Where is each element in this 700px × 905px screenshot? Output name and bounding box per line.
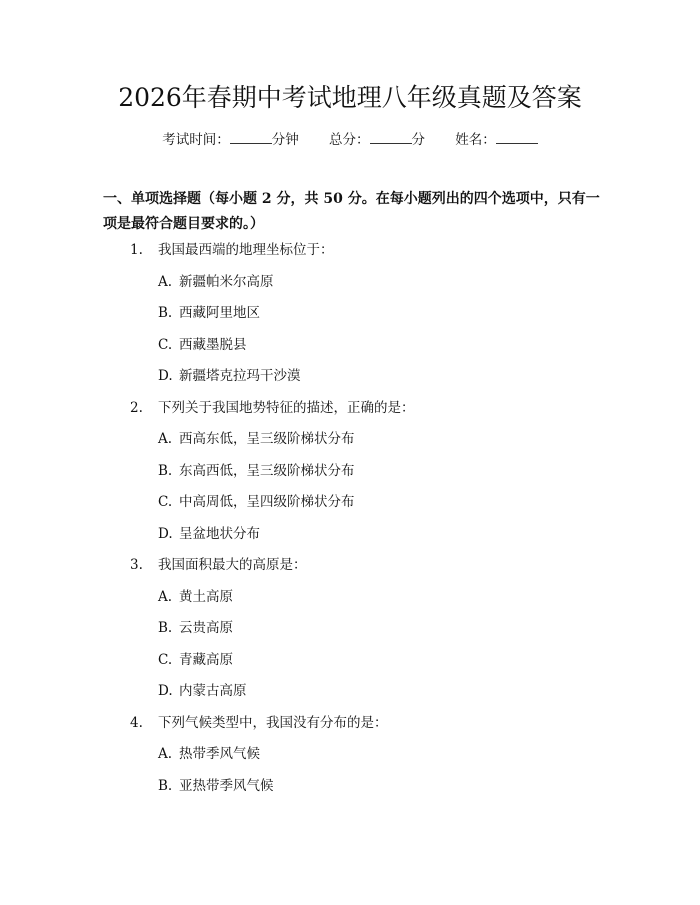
- option-letter: A.: [158, 746, 173, 762]
- question-text: 我国最西端的地理坐标位于：: [158, 242, 334, 258]
- option-letter: D.: [158, 683, 173, 699]
- question-number: 3.: [130, 557, 143, 573]
- option-text: 西藏墨脱县: [179, 336, 247, 353]
- option-letter: B.: [158, 462, 173, 479]
- option-text: 内蒙古高原: [179, 683, 247, 699]
- answer-option: [0, 272, 700, 304]
- option-letter: B.: [158, 777, 173, 794]
- question-item: [0, 713, 700, 745]
- answer-option: [0, 335, 700, 367]
- question-item: [0, 398, 700, 430]
- exam-time-unit: 分钟: [271, 132, 299, 148]
- option-text: 中高周低，呈四级阶梯状分布: [179, 494, 355, 510]
- option-text: 热带季风气候: [179, 746, 260, 762]
- option-text: 新疆帕米尔高原: [179, 273, 274, 290]
- exam-time-label: 考试时间：: [162, 132, 230, 148]
- option-text: 亚热带季风气候: [179, 777, 274, 794]
- answer-option: [0, 461, 700, 493]
- option-text: 青藏高原: [179, 651, 233, 668]
- total-score-label: 总分：: [329, 132, 370, 148]
- option-letter: A.: [158, 431, 173, 447]
- option-text: 西藏阿里地区: [179, 305, 260, 321]
- option-letter: C.: [158, 651, 173, 668]
- option-text: 东高西低，呈三级阶梯状分布: [179, 462, 355, 479]
- total-score-blank[interactable]: [370, 131, 412, 144]
- option-text: 西高东低，呈三级阶梯状分布: [179, 431, 355, 447]
- student-name-label: 姓名：: [455, 132, 496, 148]
- total-score-unit: 分: [411, 132, 425, 148]
- option-letter: D.: [158, 368, 173, 384]
- total-score-field: [329, 128, 425, 152]
- question-text: 下列关于我国地势特征的描述，正确的是：: [158, 399, 415, 416]
- question-text: 下列气候类型中，我国没有分布的是：: [158, 714, 388, 731]
- answer-option: [0, 650, 700, 682]
- answer-option: [0, 776, 700, 808]
- answer-option: [0, 618, 700, 650]
- question-item: [0, 555, 700, 587]
- question-number: 4.: [130, 714, 143, 731]
- exam-time-blank[interactable]: [230, 131, 272, 144]
- question-number: 1.: [130, 242, 143, 258]
- option-letter: A.: [158, 273, 173, 290]
- option-letter: C.: [158, 336, 173, 353]
- page-title: 2026年春期中考试地理八年级真题及答案: [118, 83, 582, 112]
- option-letter: A.: [158, 588, 173, 605]
- question-list: [0, 240, 700, 807]
- option-text: 黄土高原: [179, 588, 233, 605]
- answer-option: [0, 744, 700, 776]
- option-text: 新疆塔克拉玛干沙漠: [179, 368, 301, 384]
- option-letter: B.: [158, 620, 173, 636]
- exam-info-row: [0, 128, 700, 152]
- answer-option: [0, 681, 700, 713]
- question-item: [0, 240, 700, 272]
- option-letter: D.: [158, 525, 173, 542]
- option-text: 呈盆地状分布: [179, 525, 260, 542]
- student-name-blank[interactable]: [496, 131, 538, 144]
- answer-option: [0, 429, 700, 461]
- section-heading: 一、单项选择题（每小题 2 分，共 50 分。在每小题列出的四个选项中，只有一项是最符合题目要求的。）: [103, 191, 600, 232]
- answer-option: [0, 524, 700, 556]
- answer-option: [0, 492, 700, 524]
- answer-option: [0, 366, 700, 398]
- option-letter: C.: [158, 494, 173, 510]
- student-name-field: [455, 128, 538, 152]
- answer-option: [0, 587, 700, 619]
- exam-time-field: [162, 128, 299, 152]
- answer-option: [0, 303, 700, 335]
- question-number: 2.: [130, 399, 143, 416]
- question-text: 我国面积最大的高原是：: [158, 557, 307, 573]
- option-text: 云贵高原: [179, 620, 233, 636]
- option-letter: B.: [158, 305, 173, 321]
